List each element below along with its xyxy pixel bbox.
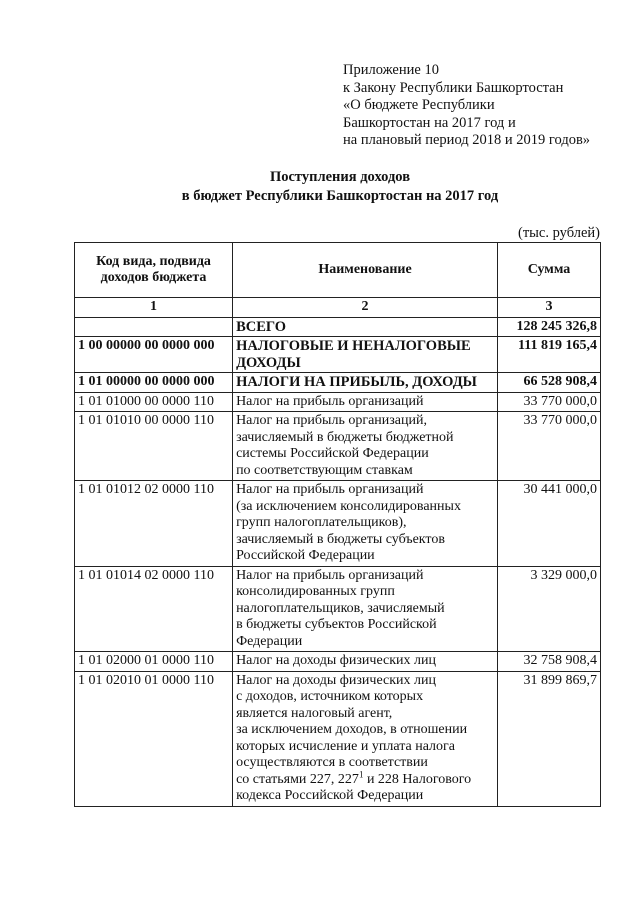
row-name-fragment: со статьями 227, 227 [236,771,359,787]
annex-line: на плановый период 2018 и 2019 годов» [343,132,591,149]
column-number: 3 [497,298,600,318]
row-name-line: Налог на прибыль организаций [236,482,424,497]
annex-line: Приложение 10 [343,62,439,78]
row-name-line: является налоговый агент, [236,705,393,721]
row-amount: 32 758 908,4 [497,652,600,672]
row-code: 1 01 01012 02 0000 110 [75,481,233,567]
revenue-table [74,242,601,807]
row-code: 1 00 00000 00 0000 000 [75,337,233,373]
table-row [75,566,601,652]
row-amount: 33 770 000,0 [497,412,600,481]
row-name-line: Налог на прибыль организаций [236,567,424,583]
row-name-line: налогоплательщиков, зачисляемый [236,600,445,616]
row-name: Налог на прибыль организаций [233,392,498,412]
row-code: 1 01 01014 02 0000 110 [75,566,233,652]
row-name-line: (за исключением консолидированных [236,498,461,514]
header-name: Наименование [233,243,498,298]
row-name [233,412,498,481]
row-code: 1 01 02010 01 0000 110 [75,671,233,806]
header-amount: Сумма [497,243,600,298]
units-label: (тыс. рублей) [518,225,600,241]
row-amount: 128 245 326,8 [497,317,600,337]
column-number: 1 [75,298,233,318]
row-name-line: зачисляемый в бюджеты бюджетной [236,429,454,445]
row-name [233,481,498,567]
document-title [0,168,640,206]
row-code: 1 01 01000 00 0000 110 [75,392,233,412]
title-line-2: в бюджет Республики Башкортостан на 2017 год [181,188,499,204]
row-name-line: по соответствующим ставкам [236,462,413,478]
title-line-1: Поступления доходов [269,169,411,185]
table-header-row [75,243,601,298]
row-name-line: за исключением доходов, в отношении [236,722,468,737]
table-row [75,671,601,806]
row-name-line [236,768,494,789]
row-name-line: которых исчисление и уплата налога [236,738,455,754]
row-amount: 33 770 000,0 [497,392,600,412]
table-row [75,652,601,672]
row-name-line: Федерации [236,633,303,649]
row-name-line: Налог на доходы физических лиц [236,672,436,688]
superscript: 1 [358,768,364,779]
table-row [75,392,601,412]
row-name [233,671,498,806]
row-code: 1 01 01010 00 0000 110 [75,412,233,481]
column-number-row [75,298,601,318]
table-row [75,412,601,481]
table-row [75,317,601,337]
row-code: 1 01 02000 01 0000 110 [75,652,233,672]
row-name-line: осуществляются в соответствии [236,755,428,770]
annex-reference [343,62,590,150]
row-code [75,317,233,337]
row-amount: 30 441 000,0 [497,481,600,567]
row-name: НАЛОГОВЫЕ И НЕНАЛОГОВЫЕ ДОХОДЫ [233,337,498,373]
row-name-line: зачисляемый в бюджеты субъектов [236,531,445,547]
table-row [75,373,601,393]
table-row [75,481,601,567]
row-amount: 31 899 869,7 [497,671,600,806]
annex-line: «О бюджете Республики [343,97,495,114]
annex-line: Башкортостан на 2017 год и [343,114,516,131]
row-name-line: Российской Федерации [236,548,375,563]
row-name: ВСЕГО [233,317,498,337]
row-name-fragment: и 228 Налогового [363,771,472,787]
header-code: Код вида, подвида доходов бюджета [75,243,233,298]
row-name-line: групп налогоплательщиков), [236,515,407,530]
row-amount: 3 329 000,0 [497,566,600,652]
row-amount: 66 528 908,4 [497,373,600,393]
column-number: 2 [233,298,498,318]
row-name: Налог на доходы физических лиц [233,652,498,672]
row-name-line: в бюджеты субъектов Российской [236,617,437,632]
row-name-line: системы Российской Федерации [236,446,429,461]
row-name [233,566,498,652]
row-code: 1 01 00000 00 0000 000 [75,373,233,393]
row-name-line: кодекса Российской Федерации [236,788,424,803]
row-name: НАЛОГИ НА ПРИБЫЛЬ, ДОХОДЫ [233,373,498,393]
table-row [75,337,601,373]
row-amount: 111 819 165,4 [497,337,600,373]
annex-line: к Закону Республики Башкортостан [343,79,564,96]
row-name-line: с доходов, источником которых [236,689,424,704]
row-name-line: консолидированных групп [236,584,395,599]
row-name-line: Налог на прибыль организаций, [236,413,427,428]
